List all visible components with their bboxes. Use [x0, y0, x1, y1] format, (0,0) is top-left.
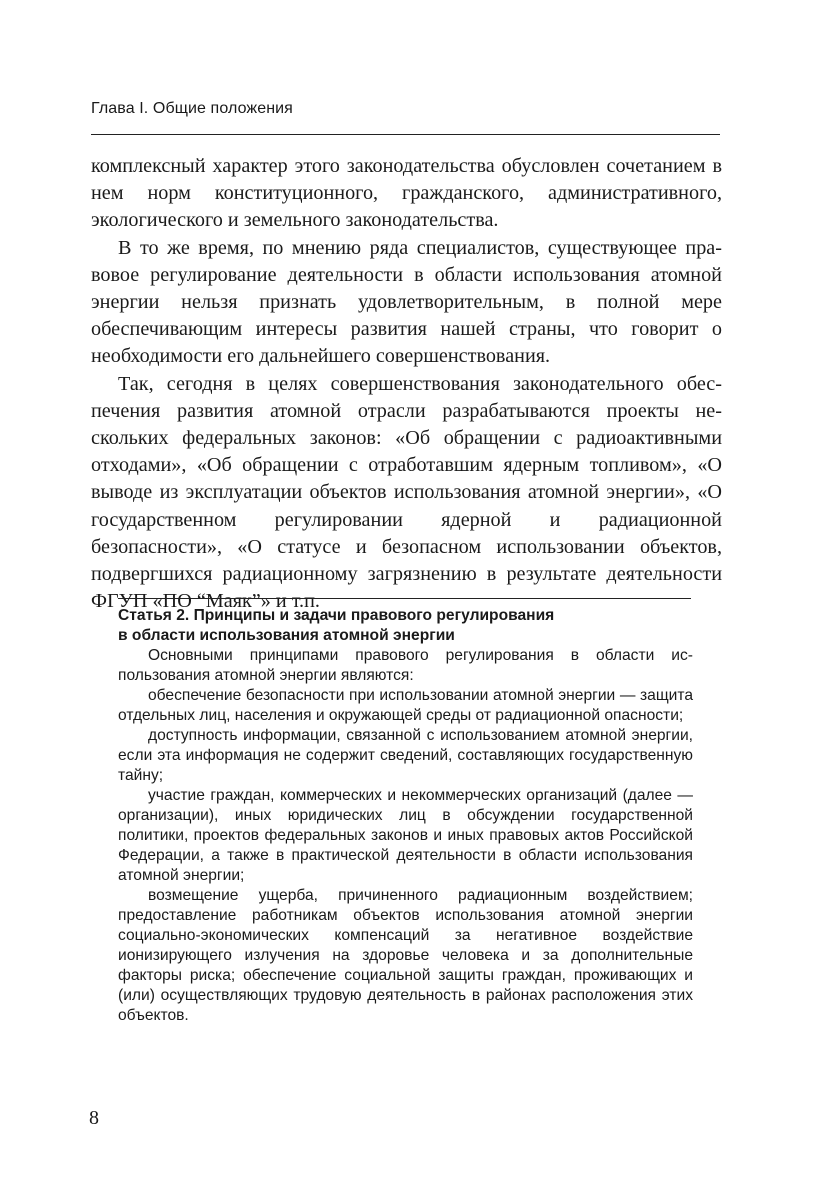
article-2 [118, 606, 693, 1026]
article-paragraph-3: доступность информации, связанной с использованием атомной энергии, если эта информация не содержит сведений, составляющих государственную тайну; [118, 727, 693, 784]
article-paragraph-4: участие граждан, коммерческих и некоммерческих организаций (далее — организации), иных юридических лиц в обсуждении государственной политики, проектов федеральных законов и иных правовых актов Российской Федерации, а также в практической деятельности в области использования атомной энергии; [118, 787, 693, 884]
article-paragraph-5: возмещение ущерба, причиненного радиационным воздействием; предоставление работникам объектов использования атомной энергии социально-экономических компенсаций за негативное воздействие ионизирующего излучения на здоровье человека и за дополнительные факторы риска; обеспечение социальной защиты граждан, проживающих и (или) осуществляющих трудовую деятельность в районах расположения этих объектов. [118, 887, 693, 1024]
body-paragraph-2: В то же время, по мнению ряда специалистов, существующее правовое регулирование деятельности в области использования атомной энергии нельзя признать удовлетворительным, в полной мере обеспечивающим интересы развития нашей страны, что говорит о необходимости его дальнейшего совершенствования. [91, 236, 722, 368]
article-title-line-1: Статья 2. Принципы и задачи правового регулирования [118, 607, 555, 624]
article-paragraph-1: Основными принципами правового регулирования в области использования атомной энергии являются: [118, 647, 693, 684]
article-title-line-2: в области использования атомной энергии [118, 627, 455, 644]
article-paragraph-2: обеспечение безопасности при использовании атомной энергии — защита отдельных лиц, населения и окружающей среды от радиационной опасности; [118, 687, 693, 724]
body-text [91, 153, 722, 615]
body-paragraph-3: Так, сегодня в целях совершенствования законодательного обеспечения развития атомной отрасли разрабатываются проекты нескольких федеральных законов: «Об обращении с радиоактивными отходами», «Об обращении с отработавшим ядерным топливом», «О выводе из эксплуатации объектов использования атомной энергии», «О государственном регулировании ядерной и радиационной безопасности», «О статусе и безопасном использовании объектов, подвергшихся радиационному загрязнению в результате деятельности ФГУП «ПО “Маяк”» и т.п. [91, 372, 722, 613]
header-divider [91, 134, 720, 135]
running-head: Глава I. Общие положения [91, 100, 293, 117]
article-title [118, 606, 693, 646]
article-divider [118, 598, 691, 599]
body-paragraph-1: комплексный характер этого законодательства обусловлен сочетанием в нем норм конституционного, гражданского, административного, экологического и земельного законодательства. [91, 155, 722, 232]
page-number: 8 [89, 1107, 99, 1129]
